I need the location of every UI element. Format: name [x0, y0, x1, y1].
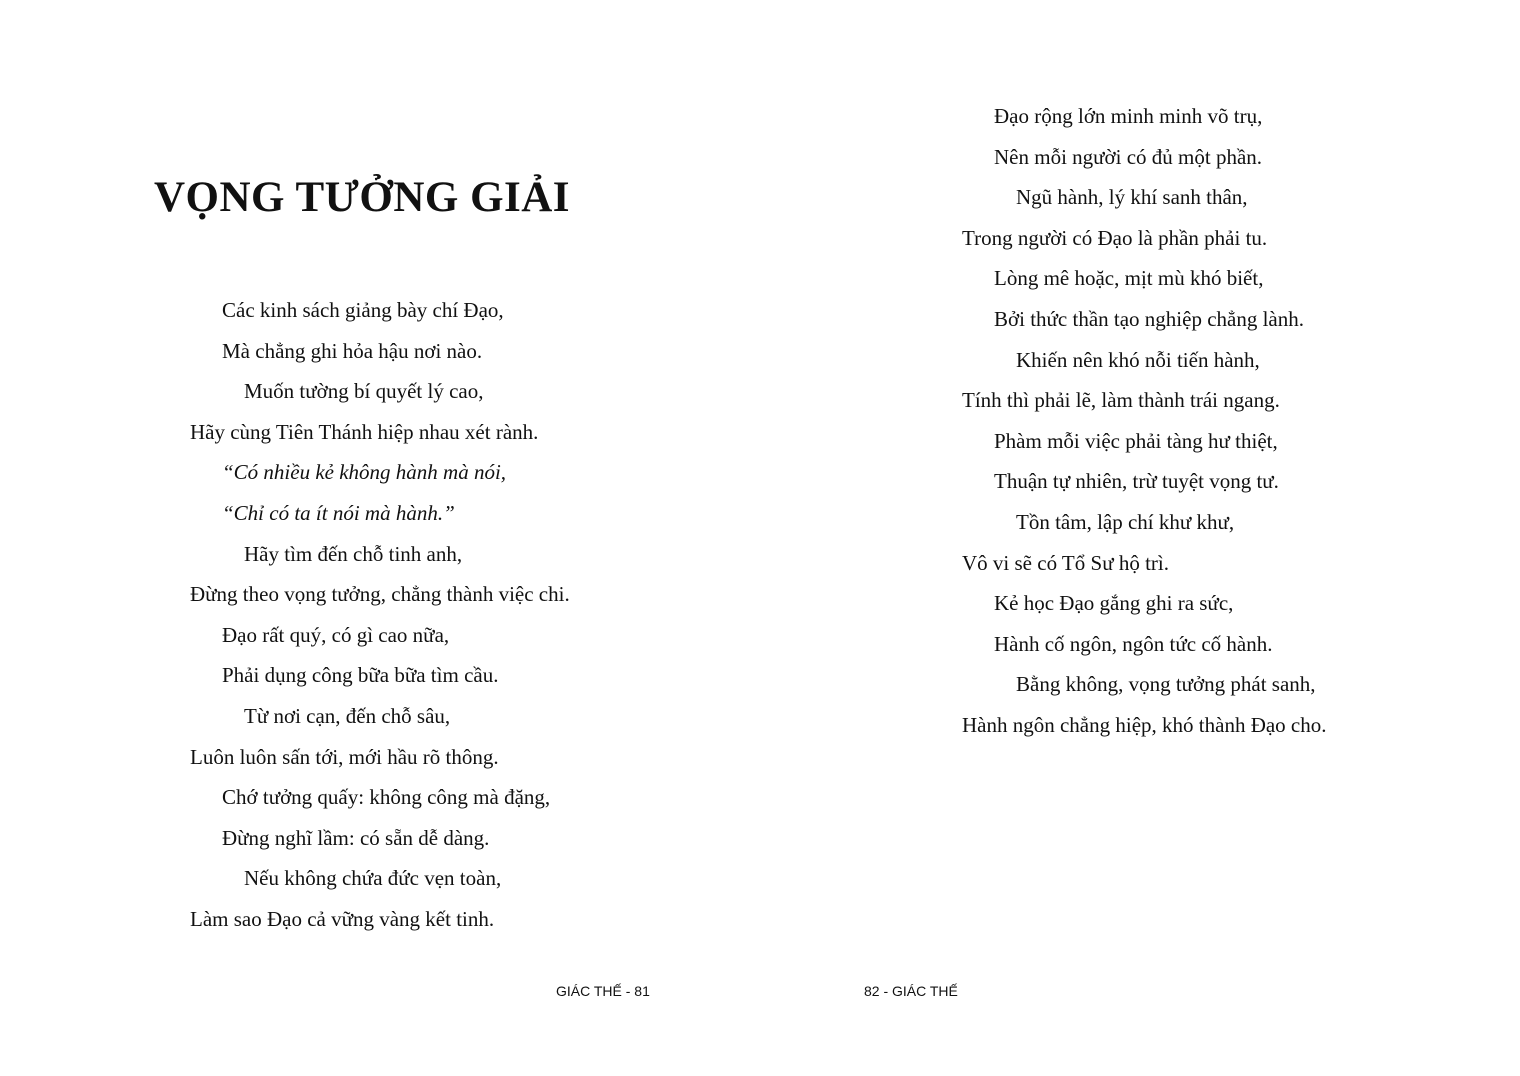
verse-line: Phàm mỗi việc phải tàng hư thiệt,: [994, 428, 1278, 453]
right-page: [760, 0, 1520, 1076]
verse-line: Trong người có Đạo là phần phải tu.: [962, 225, 1268, 250]
verse-line: Tồn tâm, lập chí khư khư,: [1016, 509, 1235, 534]
verse-line: Khiến nên khó nỗi tiến hành,: [1016, 347, 1260, 372]
verse-line: Nên mỗi người có đủ một phần.: [994, 144, 1263, 169]
verse-line: Nếu không chứa đức vẹn toàn,: [244, 866, 502, 891]
verse-line-quote: “Chỉ có ta ít nói mà hành.”: [222, 500, 455, 525]
left-poem: [190, 290, 570, 940]
verse-line: Lòng mê hoặc, mịt mù khó biết,: [994, 266, 1264, 291]
verse-line: Đừng nghĩ lầm: có sẵn dễ dàng.: [222, 825, 490, 850]
verse-line: Tính thì phải lẽ, làm thành trái ngang.: [962, 388, 1280, 413]
poem-title: VỌNG TƯỞNG GIẢI: [154, 174, 571, 221]
verse-line: Thuận tự nhiên, trừ tuyệt vọng tư.: [994, 469, 1279, 494]
page-number-footer: 82 - GIÁC THẾ: [864, 983, 958, 999]
verse-line: Chớ tưởng quấy: không công mà đặng,: [222, 785, 551, 810]
page-number-footer: GIÁC THẾ - 81: [556, 983, 650, 999]
verse-line: Bởi thức thần tạo nghiệp chẳng lành.: [994, 306, 1304, 331]
verse-line: Đừng theo vọng tưởng, chẳng thành việc chi.: [190, 582, 570, 607]
verse-line: Kẻ học Đạo gắng ghi ra sức,: [994, 591, 1234, 616]
verse-line: Làm sao Đạo cả vững vàng kết tinh.: [190, 906, 495, 931]
verse-line: Ngũ hành, lý khí sanh thân,: [1016, 185, 1248, 210]
right-poem: [962, 96, 1327, 746]
verse-line: Bằng không, vọng tưởng phát sanh,: [1016, 672, 1316, 697]
verse-line: Mà chẳng ghi hỏa hậu nơi nào.: [222, 338, 483, 363]
verse-line: Hành ngôn chẳng hiệp, khó thành Đạo cho.: [962, 712, 1327, 737]
verse-line: Từ nơi cạn, đến chỗ sâu,: [244, 703, 451, 728]
verse-line: Hãy tìm đến chỗ tinh anh,: [244, 541, 463, 566]
verse-line: Hãy cùng Tiên Thánh hiệp nhau xét rành.: [190, 419, 539, 444]
verse-line: Phải dụng công bữa bữa tìm cầu.: [222, 663, 499, 688]
verse-line: Hành cố ngôn, ngôn tức cố hành.: [994, 631, 1273, 656]
verse-line: Đạo rất quý, có gì cao nữa,: [222, 622, 450, 647]
verse-line: Muốn tường bí quyết lý cao,: [244, 379, 484, 404]
verse-line: Luôn luôn sấn tới, mới hầu rõ thông.: [190, 744, 499, 769]
verse-line-quote: “Có nhiều kẻ không hành mà nói,: [222, 460, 507, 485]
verse-line: Đạo rộng lớn minh minh võ trụ,: [994, 104, 1263, 128]
verse-line: Vô vi sẽ có Tổ Sư hộ trì.: [962, 550, 1169, 575]
verse-line: Các kinh sách giảng bày chí Đạo,: [222, 298, 504, 322]
